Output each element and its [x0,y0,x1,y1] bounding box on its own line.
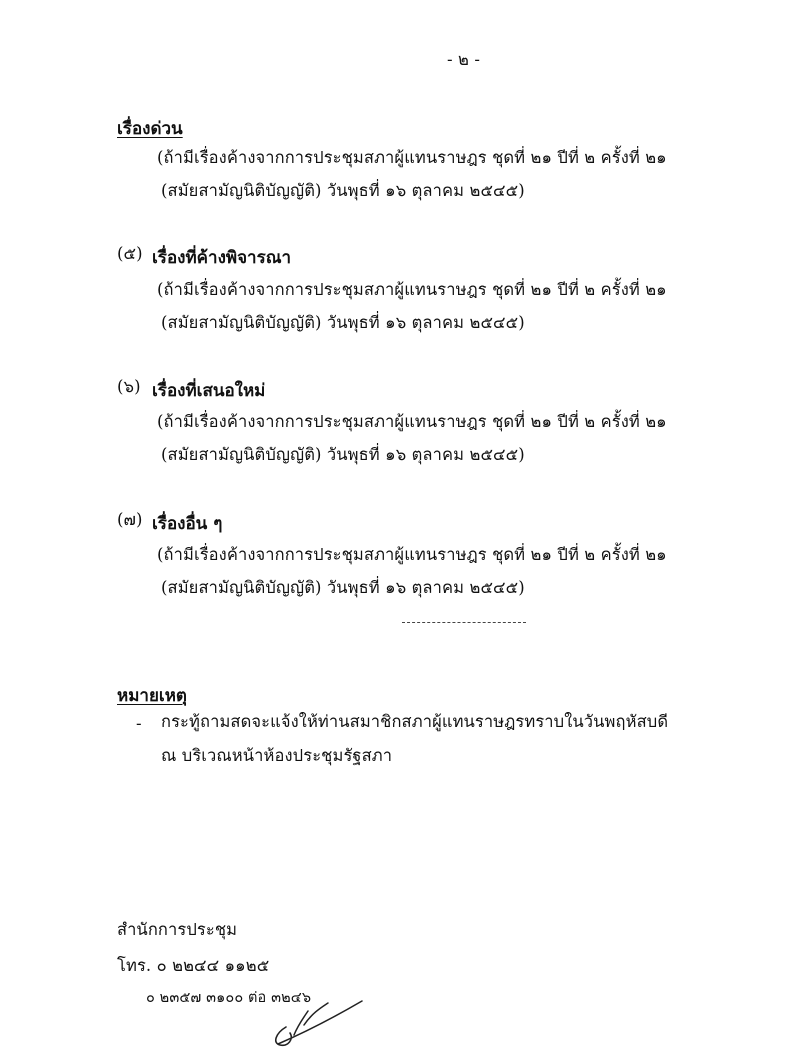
section-heading-other: เรื่องอื่น ๆ [152,514,223,534]
page-number: - ๒ - [447,50,481,69]
note-line: ณ บริเวณหน้าห้องประชุมรัฐสภา [161,746,393,765]
section-line: (สมัยสามัญนิติบัญญัติ) วันพุธที่ ๑๖ ตุลาคม ๒๕๔๕) [161,181,525,200]
signature-mark [268,995,368,1050]
section-heading-urgent: เรื่องด่วน [117,119,183,139]
note-line: กระทู้ถามสดจะแจ้งให้ท่านสมาชิกสภาผู้แทนราษฎรทราบในวันพฤหัสบดี [161,712,669,731]
section-line: (สมัยสามัญนิติบัญญัติ) วันพุธที่ ๑๖ ตุลาคม ๒๕๔๕) [161,445,525,464]
section-number: (๕) [117,244,143,263]
section-heading-pending: เรื่องที่ค้างพิจารณา [152,248,292,268]
note-heading: หมายเหตุ [117,686,187,706]
section-heading-new: เรื่องที่เสนอใหม่ [152,381,266,401]
separator-line [402,622,526,623]
section-line: (ถ้ามีเรื่องค้างจากการประชุมสภาผู้แทนราษฎร ชุดที่ ๒๑ ปีที่ ๒ ครั้งที่ ๒๑ [157,545,667,564]
section-line: (ถ้ามีเรื่องค้างจากการประชุมสภาผู้แทนราษฎร ชุดที่ ๒๑ ปีที่ ๒ ครั้งที่ ๒๑ [157,280,667,299]
section-line: (สมัยสามัญนิติบัญญัติ) วันพุธที่ ๑๖ ตุลาคม ๒๕๔๕) [161,313,525,332]
section-line: (ถ้ามีเรื่องค้างจากการประชุมสภาผู้แทนราษฎร ชุดที่ ๒๑ ปีที่ ๒ ครั้งที่ ๒๑ [157,148,667,167]
section-line: (ถ้ามีเรื่องค้างจากการประชุมสภาผู้แทนราษฎร ชุดที่ ๒๑ ปีที่ ๒ ครั้งที่ ๒๑ [157,412,667,431]
section-number: (๖) [117,377,141,396]
note-bullet: - [136,714,142,733]
section-number: (๗) [117,510,143,529]
office-name: สำนักการประชุม [117,920,238,939]
office-phone-extension: ๐ ๒๓๕๗ ๓๑๐๐ ต่อ ๓๒๔๖ [146,990,312,1006]
office-phone: โทร. ๐ ๒๒๔๔ ๑๑๒๕ [117,956,270,975]
section-line: (สมัยสามัญนิติบัญญัติ) วันพุธที่ ๑๖ ตุลาคม ๒๕๔๕) [161,578,525,597]
